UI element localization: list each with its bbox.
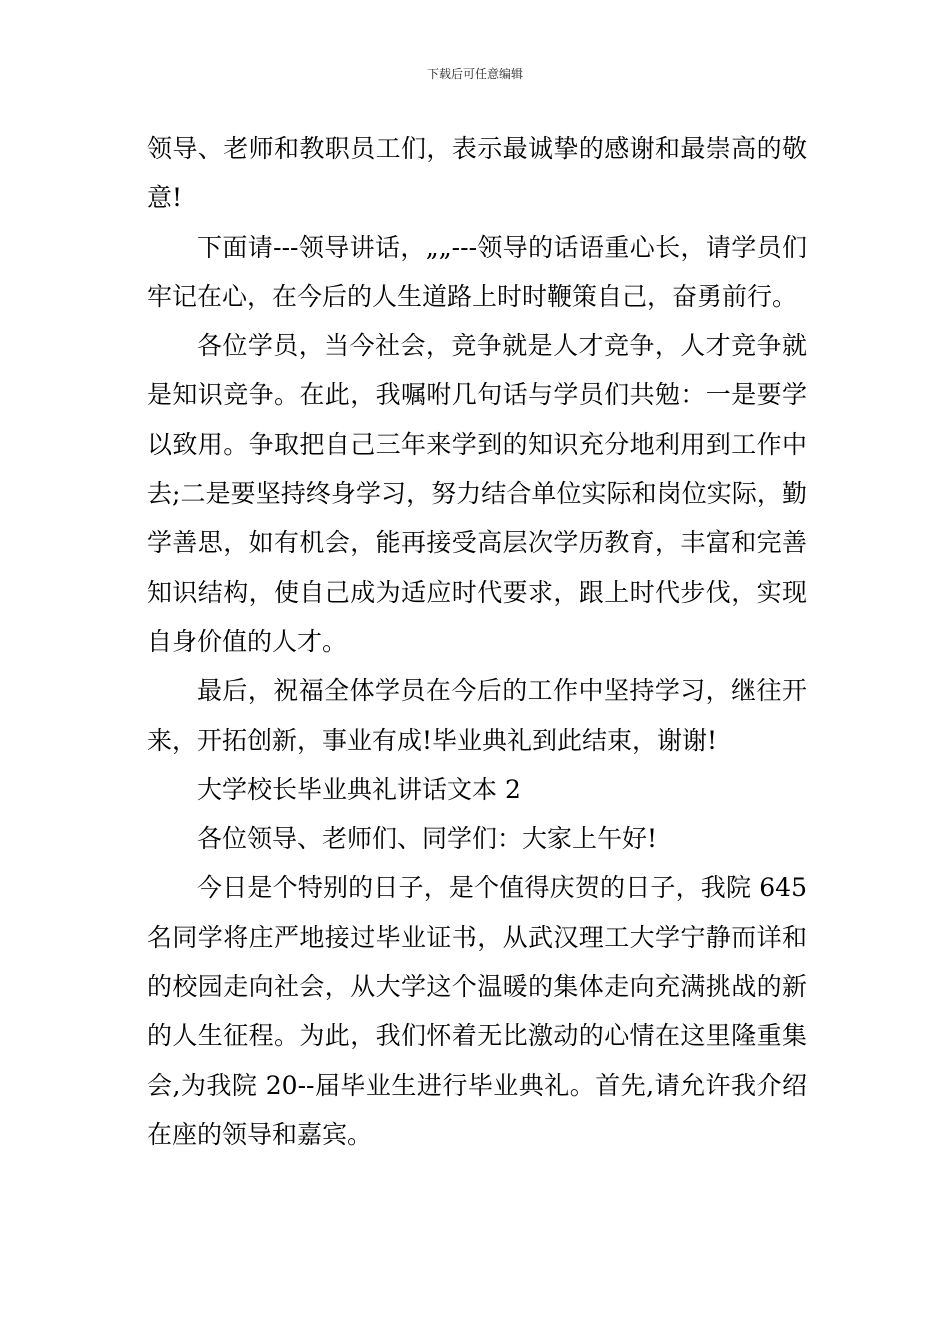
body-text bbox=[147, 124, 807, 1159]
header-note: 下载后可任意编辑 bbox=[426, 67, 523, 81]
paragraph-advice: 各位学员，当今社会，竞争就是人才竞争，人才竞争就是知识竞争。在此，我嘱咐几句话与学员们共勉：一是要学以致用。争取把自己三年来学到的知识充分地利用到工作中去;二是要坚持终身学习，努力结合单位实际和岗位实际，勤学善思，如有机会，能再接受高层次学历教育，丰富和完善知识结构，使自己成为适应时代要求，跟上时代步伐，实现自身价值的人才。 bbox=[147, 331, 807, 656]
section-title: 大学校长毕业典礼讲话文本 2 bbox=[197, 774, 521, 804]
paragraph-closing: 最后，祝福全体学员在今后的工作中坚持学习，继往开来，开拓创新，事业有成!毕业典礼到此结束，谢谢! bbox=[147, 676, 807, 755]
paragraph-greeting: 各位领导、老师们、同学们：大家上午好! bbox=[197, 824, 658, 854]
paragraph-continuation: 领导、老师和教职员工们，表示最诚挚的感谢和最崇高的敬意! bbox=[147, 134, 807, 213]
paragraph-leader-speech: 下面请---领导讲话，„„---领导的话语重心长，请学员们牢记在心，在今后的人生道路上时时鞭策自己，奋勇前行。 bbox=[147, 232, 807, 311]
paragraph-ceremony: 今日是个特别的日子，是个值得庆贺的日子，我院 645 名同学将庄严地接过毕业证书，从武汉理工大学宁静而详和的校园走向社会，从大学这个温暖的集体走向充满挑战的新的人生征程。为此，我们怀着无比激动的心情在这里隆重集会,为我院 20--届毕业生进行毕业典礼。首先,请允许我介绍在座的领导和嘉宾。 bbox=[147, 873, 807, 1149]
